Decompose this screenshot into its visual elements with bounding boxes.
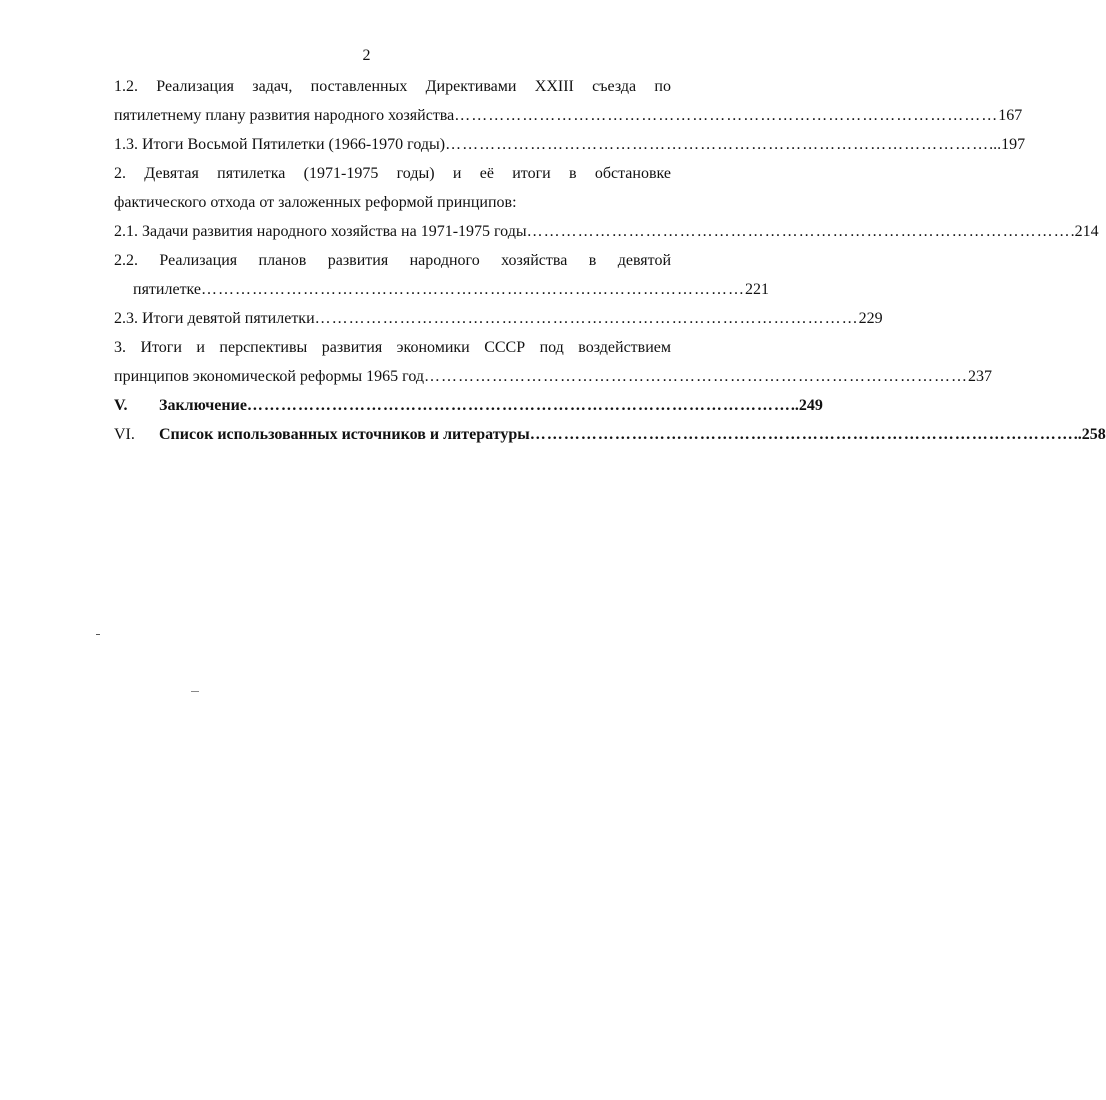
toc-entry-text: Список использованных источников и литературы: [159, 426, 530, 443]
toc-entry-2-2-line2: [114, 275, 770, 304]
page-number: 2: [362, 47, 371, 64]
toc-entry-text: 2.1. Задачи развития народного хозяйства на 1971-1975 годы: [114, 223, 527, 240]
toc-page-number: ...197: [989, 136, 1026, 153]
toc-page-number: 221: [745, 281, 770, 298]
toc-entry-text: принципов экономической реформы 1965 год: [114, 368, 425, 385]
dot-leader: ……………………………………………………………………………………: [246, 397, 791, 414]
toc-entry-3-line2: [114, 362, 993, 391]
dot-leader: ……………………………………………………………………………………: [314, 310, 859, 327]
dot-leader: ……………………………………………………………………………………: [445, 136, 990, 153]
dot-leader: ……………………………………………………………………………………: [529, 426, 1074, 443]
section-number: VI.: [114, 426, 135, 443]
toc-page-number: ..249: [790, 397, 823, 414]
toc-entry-1-3: [114, 130, 1026, 159]
toc-page-number: ..258: [1073, 426, 1106, 443]
dot-leader: ……………………………………………………………………………………: [454, 107, 999, 124]
toc-entry-1-2-line1: 1.2. Реализация задач, поставленных Директивами XXIII съезда по: [114, 78, 671, 95]
toc-entry-text: пятилетке: [133, 281, 202, 298]
toc-entry-text: Заключение: [159, 397, 247, 414]
toc-entry-2-3: [114, 304, 883, 333]
toc-entry-3-line1: 3. Итоги и перспективы развития экономики СССР под воздействием: [114, 339, 671, 356]
toc-page-number: 237: [968, 368, 993, 385]
toc-entry-2-1: [114, 217, 1099, 246]
toc-page-number: .214: [1070, 223, 1099, 240]
table-of-contents: [114, 72, 1106, 449]
toc-entry-text: пятилетнему плану развития народного хозяйства: [114, 107, 455, 124]
section-number: V.: [114, 397, 128, 414]
toc-entry-label: [114, 391, 247, 420]
dot-leader: ……………………………………………………………………………………: [201, 281, 746, 298]
toc-entry-2-2-line1: 2.2. Реализация планов развития народного хозяйства в девятой: [114, 252, 671, 269]
toc-entry-v: [114, 391, 823, 420]
scan-mark: [191, 691, 199, 692]
toc-entry-text: 2.3. Итоги девятой пятилетки: [114, 310, 315, 327]
toc-entry-label: [114, 420, 530, 449]
toc-page-number: 167: [998, 107, 1023, 124]
toc-page-number: 229: [858, 310, 883, 327]
dot-leader: ……………………………………………………………………………………: [526, 223, 1071, 240]
toc-entry-2-line2: фактического отхода от заложенных реформой принципов:: [114, 194, 517, 211]
toc-entry-vi: [114, 420, 1106, 449]
dot-leader: ……………………………………………………………………………………: [424, 368, 969, 385]
scan-mark: [96, 634, 100, 635]
toc-entry-2-line1: 2. Девятая пятилетка (1971-1975 годы) и её итоги в обстановке: [114, 165, 671, 182]
toc-entry-text: 1.3. Итоги Восьмой Пятилетки (1966-1970 годы): [114, 136, 446, 153]
toc-entry-1-2-line2: [114, 101, 1023, 130]
